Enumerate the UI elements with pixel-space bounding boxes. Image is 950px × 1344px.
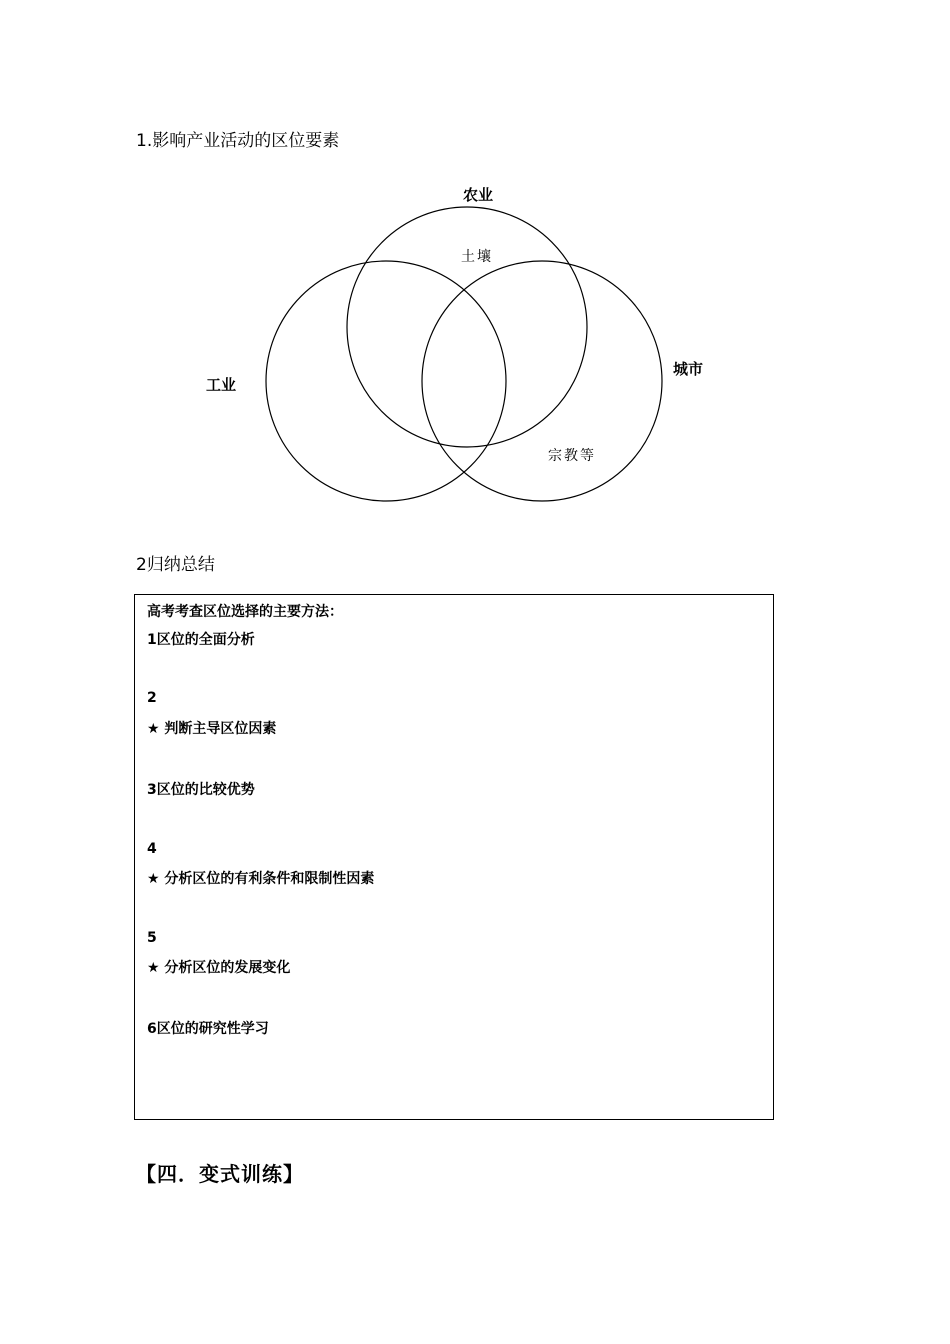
summary-item-3: 3区位的比较优势 (147, 782, 255, 798)
label-soil: 土壤 (461, 249, 493, 265)
summary-box (134, 594, 774, 1120)
summary-item-6: 6区位的研究性学习 (147, 1021, 269, 1037)
label-city: 城市 (673, 360, 704, 378)
heading-location-factors: 1.影响产业活动的区位要素 (136, 131, 340, 151)
label-religion: 宗教等 (548, 448, 596, 464)
label-industry: 工业 (206, 376, 237, 394)
summary-item-2-text: ★ 判断主导区位因素 (147, 721, 277, 737)
summary-item-2-number: 2 (147, 690, 157, 706)
summary-item-1: 1区位的全面分析 (147, 632, 255, 648)
summary-title: 高考考查区位选择的主要方法： (147, 604, 343, 620)
circle-agriculture (347, 207, 587, 447)
label-agriculture: 农业 (463, 186, 494, 204)
summary-item-5-number: 5 (147, 930, 157, 946)
summary-item-4-number: 4 (147, 841, 157, 857)
summary-item-4-text: ★ 分析区位的有利条件和限制性因素 (147, 871, 375, 887)
heading-summary: 2归纳总结 (136, 555, 215, 575)
circle-industry (266, 261, 506, 501)
circle-city (422, 261, 662, 501)
section-title-variant-training: 【四．变式训练】 (136, 1162, 304, 1186)
venn-diagram (0, 0, 950, 560)
summary-item-5-text: ★ 分析区位的发展变化 (147, 960, 291, 976)
